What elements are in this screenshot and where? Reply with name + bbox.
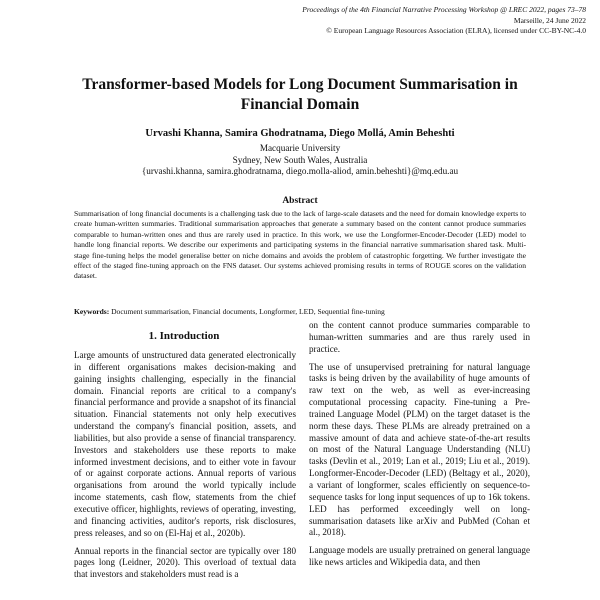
paragraph: Language models are usually pretrained on general language like news articles and Wikipedia data, and then: [309, 545, 530, 568]
paper-title: Transformer-based Models for Long Document Summarisation in Financial Domain: [82, 76, 518, 113]
author-emails: {urvashi.khanna, samira.ghodratnama, diego.molla-aliod, amin.beheshti}@mq.edu.au: [141, 166, 459, 176]
right-column: [309, 320, 530, 600]
paragraph: Annual reports in the financial sector are typically over 180 pages long (Leidner, 2020). This overload of textual data that investors and stakeholders must read is a: [74, 545, 296, 580]
affiliation-block: [60, 143, 540, 178]
proceedings-line-2: Marseille, 24 June 2022: [513, 15, 586, 25]
abstract-text: Summarisation of long financial documents is a challenging task due to the lack of large-scale datasets and the need for domain knowledge experts to create human-written summaries. Traditional summarisation approaches that generate a summary based on the content cannot produce summaries comparable to human-written ones and thus are rarely used in practice. In this work, we use the Longformer-Encoder-Decoder (LED) model to handle long financial reports. We describe our experiments and participating systems in the financial narrative summarisation shared task. Multi-stage fine-tuning helps the model generalise better on niche domains and avoids the problem of catastrophic forgetting. We further investigate the effect of the staged fine-tuning approach on the FNS dataset. Our systems achieved promising results in terms of ROUGE scores on the validation dataset.: [74, 209, 526, 281]
keywords-label: Keywords:: [74, 307, 110, 316]
abstract-heading: Abstract: [282, 196, 318, 206]
section-heading-introduction: 1. Introduction: [148, 330, 220, 342]
keywords-line: [74, 307, 534, 316]
institution: Macquarie University: [259, 143, 341, 153]
author-list: Urvashi Khanna, Samira Ghodratnama, Diego Mollá, Amin Beheshti: [145, 128, 455, 139]
keywords-text: Document summarisation, Financial documents, Longformer, LED, Sequential fine-tuning: [111, 307, 385, 316]
proceedings-line-1: Proceedings of the 4th Financial Narrative Processing Workshop @ LREC 2022, pages 73–78: [302, 5, 586, 14]
paragraph: Large amounts of unstructured data generated electronically in different organisations makes decision-making and gaining insights challenging, especially in the financial domain. Financial reports are critical to a company's financial performance and provide a snapshot of its financial situation. Financial statements not only help executives understand the company's financial position, assets, and liabilities, but also provide a sense of financial transparency. Investors and stakeholders use these reports to make informed investment decisions, and to either vote in favour of or against corporate actions. Annual reports of various organisations from around the world typically include income statements, cash flow, statements from the chief executive officer, highlights, reviews of operating, investing, and financing activities, auditor's reports, risk disclosures, press releases, and so on (El-Haj et al., 2020b).: [74, 350, 296, 538]
paragraph: The use of unsupervised pretraining for natural language tasks is being driven by the availability of huge amounts of raw text on the web, as well as ever-increasing computational processing capacity. Fine-tuning a Pre-trained Language Model (PLM) on the target dataset is the norm these days. These PLMs are already pretrained on a massive amount of data and achieve state-of-the-art results on most of the Natural Language Understanding (NLU) tasks (Devlin et al., 2019; Lan et al., 2019; Liu et al., 2019). Longformer-Encoder-Decoder (LED) (Beltagy et al., 2020), a variant of longformer, scales efficiently on sequence-to-sequence tasks for long input sequences of up to 16k tokens. LED has performed exceedingly well on long-summarisation datasets like arXiv and PubMed (Cohan et al., 2018).: [309, 361, 530, 538]
paragraph: on the content cannot produce summaries comparable to human-written summaries and are thus rarely used in practice.: [309, 320, 530, 354]
left-column: [74, 350, 296, 600]
proceedings-line-3: © European Language Resources Association (ELRA), licensed under CC-BY-NC-4.0: [326, 26, 586, 35]
proceedings-header: [302, 5, 586, 37]
location: Sydney, New South Wales, Australia: [232, 154, 368, 165]
